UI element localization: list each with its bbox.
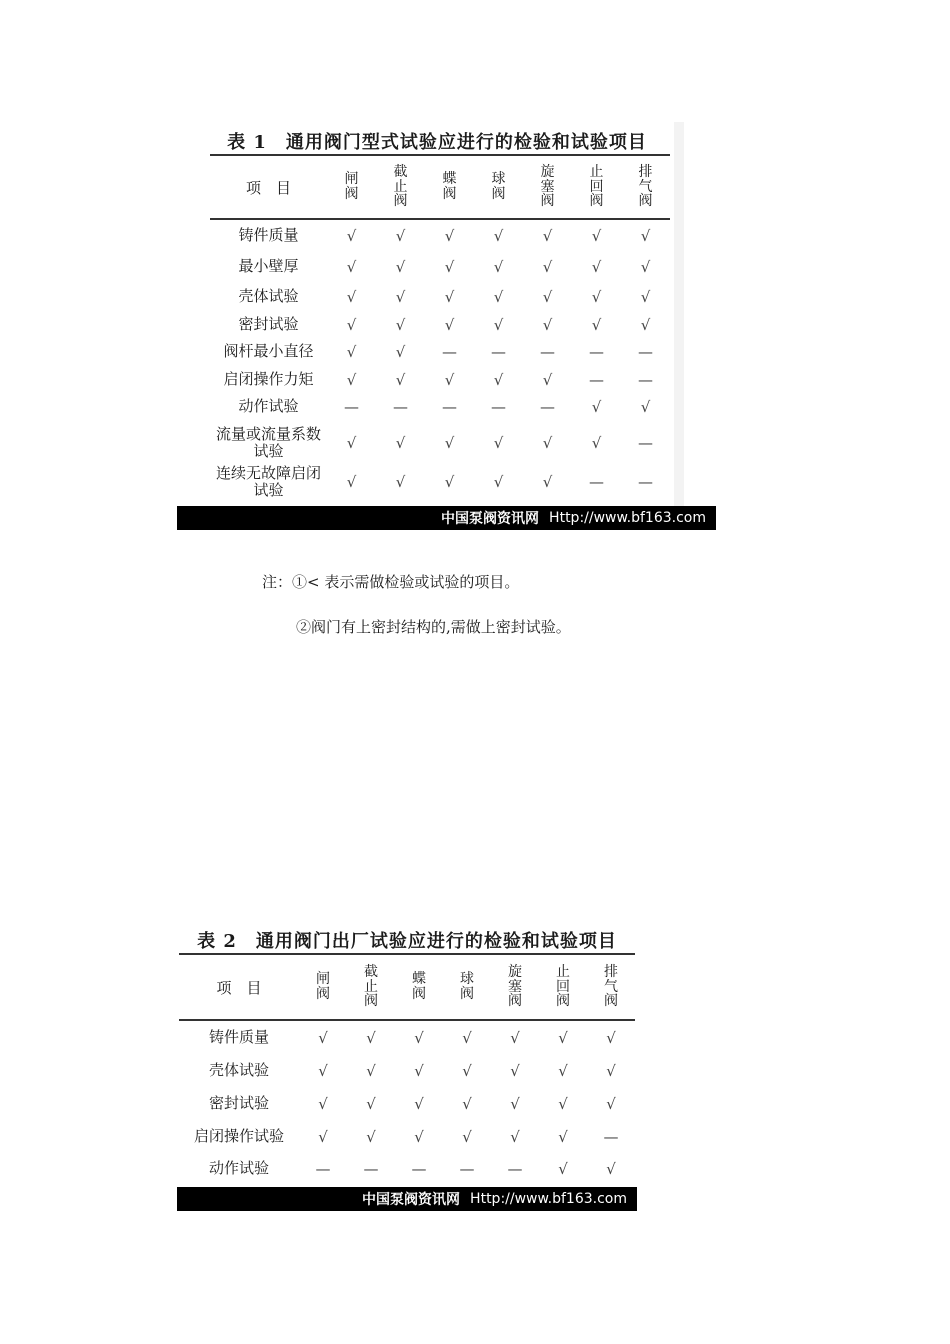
table-cell-mark: √ <box>444 287 455 306</box>
table-cell-mark: — <box>603 1127 619 1146</box>
table2-title: 表 2 通用阀门出厂试验应进行的检验和试验项目 <box>197 931 617 952</box>
watermark-url: Http://www.bf163.com <box>549 510 706 526</box>
row-label: 流量或流量系数试验 <box>215 424 321 460</box>
table-cell-mark: √ <box>640 315 651 334</box>
table-cell-mark: — <box>638 434 653 452</box>
table-cell-mark: √ <box>606 1061 616 1080</box>
table2-col-header <box>587 954 635 1020</box>
row-label: 密封试验 <box>238 314 299 333</box>
table-row <box>179 1087 635 1120</box>
table-cell-mark: — <box>589 370 604 389</box>
table-cell-mark: √ <box>640 398 651 416</box>
column-label: 球阀 <box>460 971 474 1002</box>
table-cell-mark: √ <box>493 473 504 492</box>
table-cell-mark: √ <box>640 287 651 306</box>
table-cell-mark: √ <box>414 1028 424 1047</box>
table-cell-mark: √ <box>558 1127 568 1146</box>
table-cell-mark: √ <box>542 226 553 245</box>
table-cell-mark: √ <box>395 434 406 452</box>
table-cell-mark: √ <box>558 1028 568 1047</box>
table2-col-header <box>539 954 587 1020</box>
table1-col-header <box>621 155 670 219</box>
table-cell-mark: √ <box>640 257 651 276</box>
table-cell-mark: √ <box>640 226 651 245</box>
table-cell-mark: √ <box>346 257 357 276</box>
table-cell-mark: — <box>363 1160 379 1178</box>
table-cell-mark: — <box>638 473 653 492</box>
table-cell-mark: — <box>459 1160 475 1178</box>
table-cell-mark: √ <box>346 343 357 361</box>
column-label: 蝶阀 <box>442 171 457 202</box>
table-cell-mark: √ <box>606 1160 616 1178</box>
watermark-brand: 中国泵阀资讯网 <box>362 1192 461 1208</box>
table-row <box>210 219 670 251</box>
table-cell-mark: √ <box>542 434 553 452</box>
row-label: 启闭操作试验 <box>193 1126 284 1145</box>
column-label: 排气阀 <box>638 163 653 210</box>
table-cell-mark: √ <box>510 1094 520 1113</box>
table-row <box>210 421 670 465</box>
watermark-brand: 中国泵阀资讯网 <box>441 511 540 527</box>
table-cell-mark: √ <box>444 257 455 276</box>
table1-watermark-bar <box>177 506 716 530</box>
table-cell-mark: √ <box>366 1061 376 1080</box>
table-row <box>179 1054 635 1087</box>
row-label: 铸件质量 <box>238 225 299 244</box>
note-line-1: 注：①< 表示需做检验或试验的项目。 <box>262 573 520 591</box>
table-cell-mark: — <box>491 398 506 416</box>
column-label: 截止阀 <box>393 163 408 210</box>
table1-grid <box>210 154 670 500</box>
table1-col-header <box>376 155 425 219</box>
table-cell-mark: — <box>540 398 555 416</box>
table-cell-mark: √ <box>318 1028 328 1047</box>
table-cell-mark: — <box>540 343 555 361</box>
table2-col-header <box>395 954 443 1020</box>
table-cell-mark: √ <box>346 226 357 245</box>
table1-col-header <box>572 155 621 219</box>
row-label: 启闭操作力矩 <box>223 369 314 388</box>
column-label: 止回阀 <box>589 163 604 210</box>
table-row <box>210 338 670 366</box>
table-cell-mark: — <box>393 398 408 416</box>
table2-col-header <box>347 954 395 1020</box>
row-label: 阀杆最小直径 <box>223 342 314 361</box>
table-cell-mark: √ <box>606 1094 616 1113</box>
table-cell-mark: √ <box>414 1094 424 1113</box>
column-label: 旋塞阀 <box>540 163 555 210</box>
table-cell-mark: √ <box>510 1061 520 1080</box>
table-cell-mark: √ <box>366 1127 376 1146</box>
column-label: 闸阀 <box>316 971 330 1002</box>
table-cell-mark: √ <box>493 287 504 306</box>
table-cell-mark: √ <box>510 1028 520 1047</box>
table-cell-mark: √ <box>558 1094 568 1113</box>
row-label: 铸件质量 <box>208 1027 269 1046</box>
table-cell-mark: √ <box>395 226 406 245</box>
table-cell-mark: √ <box>542 287 553 306</box>
table1-col-header <box>425 155 474 219</box>
row-label: 壳体试验 <box>238 286 299 305</box>
table-cell-mark: — <box>442 343 457 361</box>
table2-figure <box>177 923 637 1187</box>
table-cell-mark: — <box>589 343 604 361</box>
table1-col-header <box>523 155 572 219</box>
table-cell-mark: — <box>411 1160 427 1178</box>
table-cell-mark: √ <box>318 1061 328 1080</box>
table-cell-mark: — <box>638 343 653 361</box>
column-label: 球阀 <box>491 171 506 202</box>
row-label: 壳体试验 <box>208 1060 269 1079</box>
table-cell-mark: — <box>638 370 653 389</box>
table-cell-mark: √ <box>510 1127 520 1146</box>
table-cell-mark: √ <box>366 1028 376 1047</box>
table-row <box>210 282 670 311</box>
table1-title: 表 1 通用阀门型式试验应进行的检验和试验项目 <box>227 132 647 153</box>
table-cell-mark: √ <box>346 315 357 334</box>
table-cell-mark: √ <box>318 1094 328 1113</box>
table-cell-mark: √ <box>493 315 504 334</box>
table-cell-mark: √ <box>346 434 357 452</box>
table-cell-mark: √ <box>346 370 357 389</box>
table-cell-mark: √ <box>444 473 455 492</box>
table-cell-mark: √ <box>366 1094 376 1113</box>
header-item-label: 项 目 <box>245 178 291 197</box>
table2-watermark-bar <box>177 1187 637 1211</box>
table1-col-header <box>327 155 376 219</box>
table-row <box>179 1153 635 1185</box>
table-cell-mark: √ <box>395 287 406 306</box>
table-cell-mark: √ <box>395 343 406 361</box>
table-cell-mark: √ <box>318 1127 328 1146</box>
table-cell-mark: — <box>315 1160 331 1178</box>
table-cell-mark: √ <box>444 370 455 389</box>
table-cell-mark: √ <box>462 1094 472 1113</box>
table2-col-header <box>443 954 491 1020</box>
table1-col-header <box>474 155 523 219</box>
table-row <box>210 366 670 393</box>
table-cell-mark: √ <box>493 370 504 389</box>
table-cell-mark: √ <box>493 226 504 245</box>
table-cell-mark: √ <box>346 473 357 492</box>
table1-header-item <box>210 155 327 219</box>
table-cell-mark: √ <box>395 473 406 492</box>
column-label: 排气阀 <box>604 963 618 1010</box>
column-label: 截止阀 <box>364 963 378 1010</box>
table-cell-mark: √ <box>606 1028 616 1047</box>
table-cell-mark: √ <box>542 473 553 492</box>
column-label: 蝶阀 <box>412 971 426 1002</box>
table-cell-mark: — <box>589 473 604 492</box>
table-cell-mark: √ <box>591 226 602 245</box>
table-cell-mark: √ <box>395 257 406 276</box>
table2-col-header <box>299 954 347 1020</box>
table-cell-mark: √ <box>542 257 553 276</box>
table-cell-mark: √ <box>591 398 602 416</box>
table-cell-mark: — <box>442 398 457 416</box>
table-cell-mark: √ <box>493 257 504 276</box>
table-cell-mark: √ <box>462 1061 472 1080</box>
column-label: 止回阀 <box>556 963 570 1010</box>
table2-header-row <box>179 954 635 1020</box>
table-cell-mark: √ <box>591 287 602 306</box>
table-row <box>210 393 670 421</box>
header-item-label: 项 目 <box>216 978 262 997</box>
table-cell-mark: — <box>507 1160 523 1178</box>
table1-scan-shade <box>674 122 684 512</box>
table-cell-mark: — <box>491 343 506 361</box>
row-label: 最小壁厚 <box>238 256 299 275</box>
table-cell-mark: √ <box>591 257 602 276</box>
table-cell-mark: √ <box>558 1061 568 1080</box>
row-label: 连续无故障启闭试验 <box>215 464 321 500</box>
table-cell-mark: √ <box>542 370 553 389</box>
watermark-url: Http://www.bf163.com <box>470 1191 627 1207</box>
table-cell-mark: √ <box>444 315 455 334</box>
table-cell-mark: √ <box>462 1127 472 1146</box>
row-label: 动作试验 <box>238 397 299 416</box>
table-cell-mark: √ <box>414 1061 424 1080</box>
table-row <box>210 465 670 500</box>
table-cell-mark: — <box>344 398 359 416</box>
table2-col-header <box>491 954 539 1020</box>
table2-header-item <box>179 954 299 1020</box>
row-label: 动作试验 <box>208 1159 269 1178</box>
table-cell-mark: √ <box>542 315 553 334</box>
table-cell-mark: √ <box>591 315 602 334</box>
table-cell-mark: √ <box>493 434 504 452</box>
table-cell-mark: √ <box>444 226 455 245</box>
table-cell-mark: √ <box>395 315 406 334</box>
table-row <box>210 311 670 338</box>
table-row <box>179 1020 635 1054</box>
table-cell-mark: √ <box>395 370 406 389</box>
table-cell-mark: √ <box>558 1160 568 1178</box>
column-label: 旋塞阀 <box>508 963 522 1010</box>
table-cell-mark: √ <box>414 1127 424 1146</box>
table1-figure <box>190 122 684 512</box>
row-label: 密封试验 <box>208 1093 269 1112</box>
table-row <box>179 1120 635 1153</box>
column-label: 闸阀 <box>344 171 359 202</box>
table-cell-mark: √ <box>444 434 455 452</box>
table1-header-row <box>210 155 670 219</box>
note-line-2: ②阀门有上密封结构的,需做上密封试验。 <box>296 618 571 636</box>
table-cell-mark: √ <box>591 434 602 452</box>
table2-grid <box>179 953 635 1185</box>
table-cell-mark: √ <box>462 1028 472 1047</box>
table-cell-mark: √ <box>346 287 357 306</box>
table-row <box>210 251 670 282</box>
